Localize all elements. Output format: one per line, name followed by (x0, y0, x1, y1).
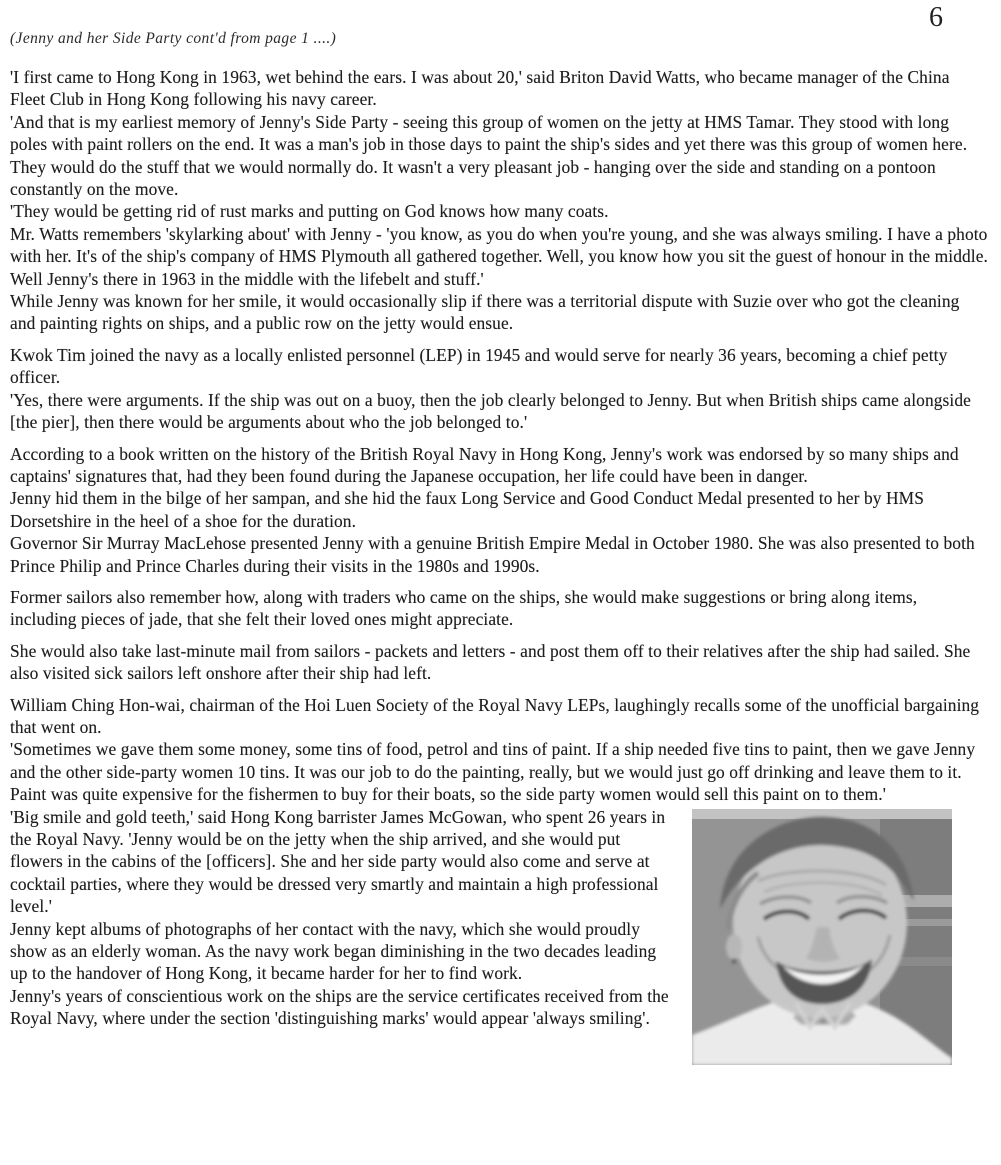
article-paragraph: Mr. Watts remembers 'skylarking about' with Jenny - 'you know, as you do when you're young, and she was always smiling. I have a photo with her. It's of the ship's company of HMS Plymouth all gathered together. Well, you know how you sit the guest of honour in the middle. Well Jenny's there in 1963 in the middle with the lifebelt and stuff.' (10, 223, 988, 289)
article-paragraph: According to a book written on the history of the British Royal Navy in Hong Kong, Jenny's work was endorsed by so many ships and captains' signatures that, had they been found during the Japanese occupation, her life could have been in danger. (10, 443, 959, 486)
article-paragraph: Jenny's years of conscientious work on the ships are the service certificates received from the Royal Navy, where under the section 'distinguishing marks' would appear 'always smiling'. (10, 985, 669, 1029)
article-paragraph: Former sailors also remember how, along with traders who came on the ships, she would make suggestions or bring along items, including pieces of jade, that she felt their loved ones might appreciate. (10, 586, 918, 630)
jenny-portrait-illustration (692, 809, 952, 1065)
article-body (10, 66, 988, 1073)
article-paragraph: William Ching Hon-wai, chairman of the Hoi Luen Society of the Royal Navy LEPs, laughingly recalls some of the unofficial bargaining that went on. (10, 694, 980, 737)
article-paragraph: Jenny hid them in the bilge of her sampan, and she hid the faux Long Service and Good Conduct Medal presented to her by HMS Dorsetshire in the heel of a shoe for the duration. (10, 488, 924, 531)
article-paragraph: 'Big smile and gold teeth,' said Hong Kong barrister James McGowan, who spent 26 years in the Royal Navy. 'Jenny would be on the jetty when the ship arrived, and she would put flowers in the cabins of the [officers]. She and her side party would also come and serve at cocktail parties, where they would be dressed very smartly and maintain a high professional level.' (10, 806, 666, 917)
article-paragraph: Governor Sir Murray MacLehose presented Jenny with a genuine British Empire Medal in October 1980. She was also presented to both Prince Philip and Prince Charles during their visits in the 1980s and 1990s. (10, 533, 975, 576)
article-paragraph: Kwok Tim joined the navy as a locally enlisted personnel (LEP) in 1945 and would serve for nearly 36 years, becoming a chief petty officer. (10, 344, 948, 388)
jenny-portrait-photo (692, 809, 952, 1065)
article-paragraph: 'I first came to Hong Kong in 1963, wet behind the ears. I was about 20,' said Briton David Watts, who became manager of the China Fleet Club in Hong Kong following his navy career. (10, 67, 950, 110)
article-paragraph: 'They would be getting rid of rust marks and putting on God knows how many coats. (10, 201, 609, 222)
continuation-note: (Jenny and her Side Party cont'd from page 1 ....) (10, 30, 337, 47)
article-paragraph: 'Yes, there were arguments. If the ship was out on a buoy, then the job clearly belonged to Jenny. But when British ships came alongside [the pier], then there would be arguments about who the job belonged to.' (10, 389, 971, 433)
article-paragraph: Jenny kept albums of photographs of her contact with the navy, which she would proudly show as an elderly woman. As the navy work began diminishing in the two decades leading up to the handover of Hong Kong, it became harder for her to find work. (10, 918, 657, 984)
article-paragraph: While Jenny was known for her smile, it would occasionally slip if there was a territorial dispute with Suzie over who got the cleaning and painting rights on ships, and a public row on the jetty would ensue. (10, 291, 960, 334)
article-paragraph: She would also take last-minute mail from sailors - packets and letters - and post them off to their relatives after the ship had sailed. She also visited sick sailors left onshore after their ship had left. (10, 640, 971, 684)
article-paragraph: 'And that is my earliest memory of Jenny's Side Party - seeing this group of women on the jetty at HMS Tamar. They stood with long poles with paint rollers on the end. It was a man's job in those days to paint the ship's sides and yet there was this group of women here. They would do the stuff that we would normally do. It wasn't a very pleasant job - hanging over the side and standing on a pontoon constantly on the move. (10, 111, 968, 200)
article-top-section (10, 66, 988, 806)
page-number: 6 (929, 2, 943, 33)
article-photo-section (10, 806, 988, 1030)
article-paragraph: 'Sometimes we gave them some money, some tins of food, petrol and tins of paint. If a ship needed five tins to paint, then we gave Jenny and the other side-party women 10 tins. It was our job to do the painting, really, but we would just go off drinking and leave them to it. Paint was quite expensive for the fishermen to buy for their boats, so the side party women would sell this paint on to them.' (10, 739, 976, 805)
